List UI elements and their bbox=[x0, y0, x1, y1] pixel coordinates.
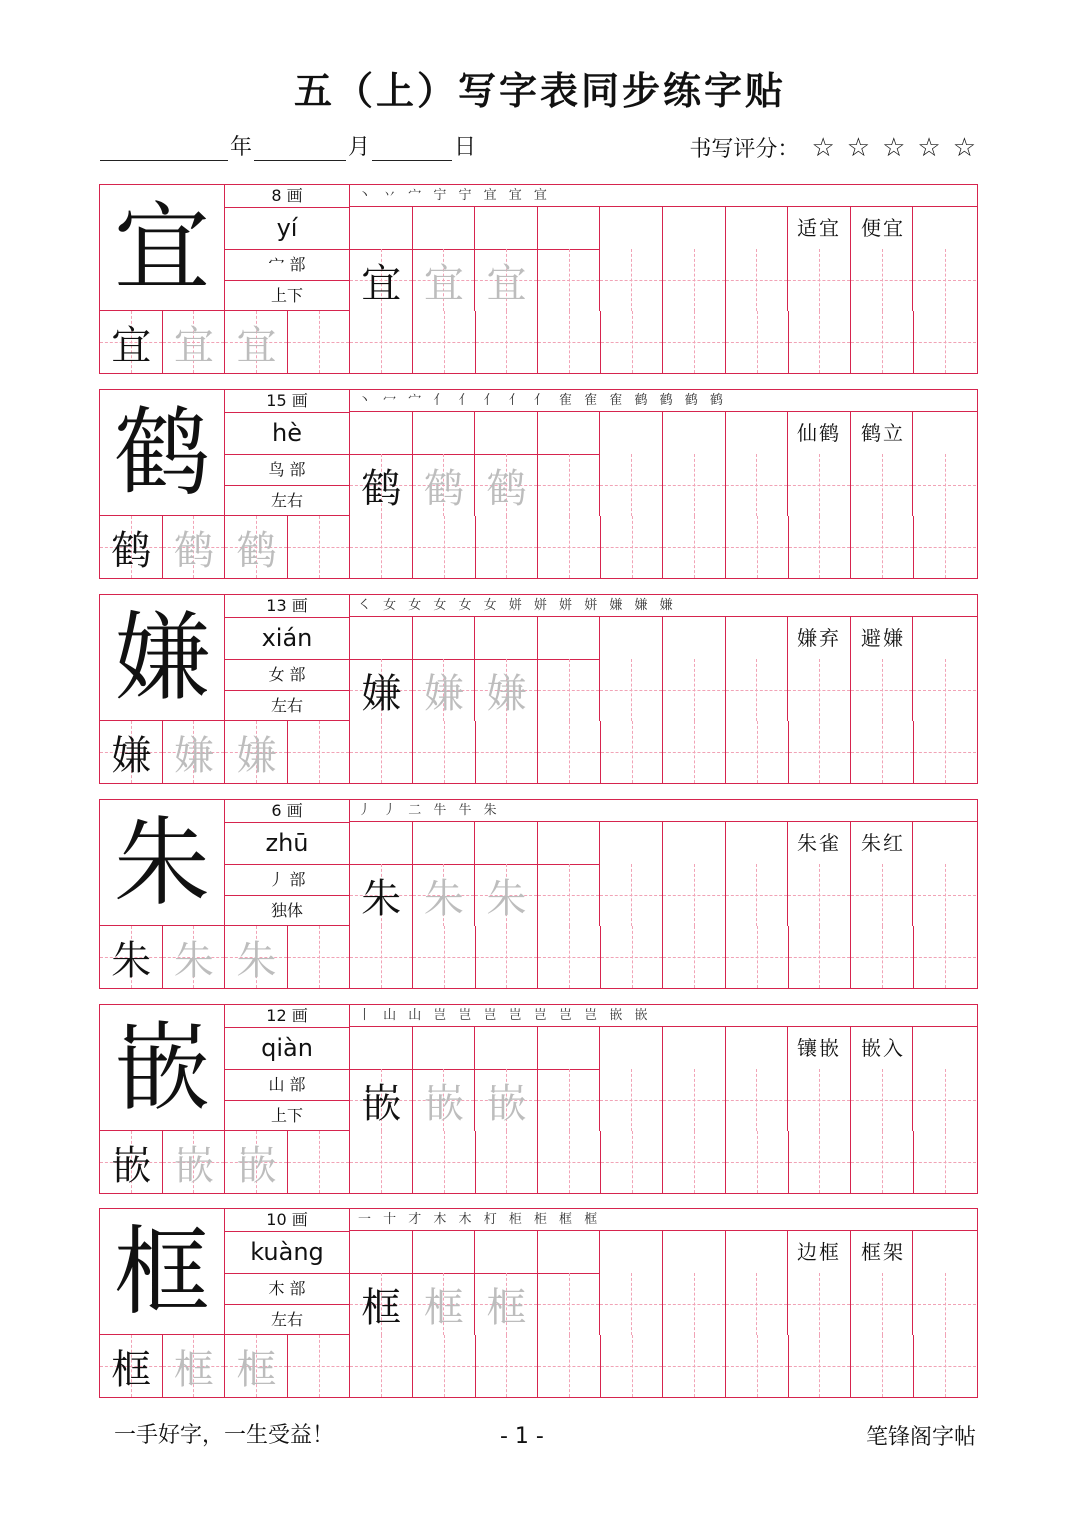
writing-cell[interactable] bbox=[601, 1335, 664, 1397]
structure: 上下 bbox=[270, 286, 303, 305]
writing-cell[interactable] bbox=[600, 1231, 663, 1335]
writing-cell[interactable] bbox=[914, 1335, 977, 1397]
character-block bbox=[99, 1208, 978, 1398]
example-words bbox=[726, 1027, 976, 1069]
trace-character: 嵌 bbox=[423, 1080, 464, 1127]
writing-cell[interactable] bbox=[538, 1231, 601, 1335]
writing-cell[interactable] bbox=[538, 207, 601, 311]
word: 便宜 bbox=[861, 216, 905, 240]
radical: 女 部 bbox=[225, 659, 349, 691]
model-copy: 嫌 bbox=[111, 732, 152, 779]
writing-cell[interactable] bbox=[663, 721, 726, 783]
writing-cell[interactable] bbox=[789, 926, 852, 988]
writing-cell[interactable] bbox=[851, 721, 914, 783]
trace-character: 嫌 bbox=[423, 670, 464, 717]
writing-cell[interactable] bbox=[663, 617, 726, 721]
writing-cell[interactable] bbox=[350, 311, 413, 373]
model-character: 嵌 bbox=[100, 1005, 225, 1131]
writing-cell[interactable] bbox=[413, 1335, 476, 1397]
trace-character: 宜 bbox=[236, 322, 277, 369]
writing-cell[interactable] bbox=[663, 516, 726, 578]
stroke-count: 6 画 bbox=[225, 800, 349, 823]
radical: 鸟 部 bbox=[225, 454, 349, 486]
trace-row bbox=[350, 864, 538, 926]
writing-cell[interactable] bbox=[538, 926, 601, 988]
character-block bbox=[99, 1004, 978, 1194]
trace-character: 朱 bbox=[173, 937, 214, 984]
character-block bbox=[99, 389, 978, 579]
writing-cell[interactable] bbox=[538, 1027, 601, 1131]
structure: 左右 bbox=[270, 1310, 303, 1329]
word: 朱雀 bbox=[797, 831, 841, 855]
trace-character: 框 bbox=[486, 1284, 527, 1331]
writing-cell[interactable] bbox=[288, 1335, 351, 1397]
word: 仙鹤 bbox=[797, 421, 841, 445]
writing-cell[interactable] bbox=[413, 926, 476, 988]
writing-cell[interactable] bbox=[538, 1335, 601, 1397]
writing-cell[interactable] bbox=[663, 926, 726, 988]
writing-cell[interactable] bbox=[663, 311, 726, 373]
example-words bbox=[726, 412, 976, 454]
trace-character: 朱 bbox=[486, 875, 527, 922]
trace-character: 宜 bbox=[423, 260, 464, 307]
writing-cell[interactable] bbox=[350, 1131, 413, 1193]
writing-cell[interactable] bbox=[914, 1131, 977, 1193]
pinyin: zhū bbox=[225, 822, 349, 865]
example-words bbox=[726, 822, 976, 864]
word: 鹤立 bbox=[861, 421, 905, 445]
radical: 木 部 bbox=[225, 1273, 349, 1305]
radical: 山 部 bbox=[225, 1069, 349, 1101]
model-copy: 宜 bbox=[361, 260, 402, 307]
writing-cell[interactable] bbox=[538, 617, 601, 721]
word: 框架 bbox=[861, 1240, 905, 1264]
trace-character: 嵌 bbox=[236, 1142, 277, 1189]
writing-cell[interactable] bbox=[413, 721, 476, 783]
writing-cell[interactable] bbox=[726, 1131, 789, 1193]
trace-character: 鹤 bbox=[423, 465, 464, 512]
stroke-count: 13 画 bbox=[225, 595, 349, 618]
writing-cell[interactable] bbox=[350, 926, 413, 988]
trace-row bbox=[100, 311, 288, 373]
rating-label: 书写评分： bbox=[689, 137, 800, 162]
trace-character: 框 bbox=[236, 1346, 277, 1393]
month-label: 月 bbox=[348, 135, 371, 160]
star-icon[interactable]: ☆ bbox=[811, 132, 835, 163]
writing-cell[interactable] bbox=[663, 1335, 726, 1397]
star-icon[interactable]: ☆ bbox=[882, 132, 906, 163]
model-copy: 朱 bbox=[111, 937, 152, 984]
writing-cell[interactable] bbox=[600, 207, 663, 311]
writing-cell[interactable] bbox=[476, 1335, 539, 1397]
character-info bbox=[225, 1005, 350, 1131]
model-character: 框 bbox=[100, 1209, 225, 1335]
trace-character: 鹤 bbox=[173, 527, 214, 574]
pinyin: xián bbox=[225, 617, 349, 660]
trace-row bbox=[100, 926, 288, 988]
trace-character: 嫌 bbox=[236, 732, 277, 779]
structure: 左右 bbox=[270, 491, 303, 510]
writing-cell[interactable] bbox=[789, 311, 852, 373]
model-copy: 框 bbox=[361, 1284, 402, 1331]
writing-cell[interactable] bbox=[350, 721, 413, 783]
model-copy: 嵌 bbox=[361, 1080, 402, 1127]
character-block bbox=[99, 594, 978, 784]
writing-cell[interactable] bbox=[663, 207, 726, 311]
character-info bbox=[225, 185, 350, 311]
writing-cell[interactable] bbox=[600, 617, 663, 721]
writing-cell[interactable] bbox=[851, 1131, 914, 1193]
stroke-count: 15 画 bbox=[225, 390, 349, 413]
writing-cell[interactable] bbox=[538, 822, 601, 926]
trace-row bbox=[100, 1335, 288, 1397]
stroke-order: 丶 丷 宀 宁 宁 宜 宜 宜 bbox=[350, 185, 977, 207]
trace-character: 嵌 bbox=[486, 1080, 527, 1127]
writing-cell[interactable] bbox=[288, 311, 351, 373]
trace-character: 宜 bbox=[486, 260, 527, 307]
writing-cell[interactable] bbox=[663, 412, 726, 516]
writing-cell[interactable] bbox=[538, 311, 601, 373]
star-icon[interactable]: ☆ bbox=[917, 132, 941, 163]
trace-character: 框 bbox=[423, 1284, 464, 1331]
writing-cell[interactable] bbox=[476, 311, 539, 373]
writing-cell[interactable] bbox=[538, 516, 601, 578]
day-blank[interactable] bbox=[372, 136, 452, 161]
stroke-order: 一 十 才 木 木 朾 柜 柜 框 框 bbox=[350, 1209, 977, 1231]
radical: 宀 部 bbox=[225, 249, 349, 281]
word: 边框 bbox=[797, 1240, 841, 1264]
stroke-order: 丿 丿 二 牛 牛 朱 bbox=[350, 800, 977, 822]
character-info bbox=[225, 595, 350, 721]
stroke-count: 12 画 bbox=[225, 1005, 349, 1028]
structure: 独体 bbox=[270, 901, 303, 920]
pinyin: qiàn bbox=[225, 1027, 349, 1070]
writing-cell[interactable] bbox=[789, 516, 852, 578]
writing-cell[interactable] bbox=[288, 1131, 351, 1193]
writing-cell[interactable] bbox=[538, 1131, 601, 1193]
year-blank[interactable] bbox=[100, 136, 228, 161]
trace-row bbox=[100, 516, 288, 578]
trace-row bbox=[100, 1131, 288, 1193]
character-info bbox=[225, 1209, 350, 1335]
writing-cell[interactable] bbox=[413, 1131, 476, 1193]
writing-cell[interactable] bbox=[663, 1231, 726, 1335]
stroke-count: 10 画 bbox=[225, 1209, 349, 1232]
model-copy: 鹤 bbox=[361, 465, 402, 512]
footer-brand: 笔锋阁字帖 bbox=[865, 1425, 976, 1450]
writing-cell[interactable] bbox=[350, 1335, 413, 1397]
pinyin: yí bbox=[225, 207, 349, 250]
writing-cell[interactable] bbox=[726, 926, 789, 988]
writing-cell[interactable] bbox=[538, 721, 601, 783]
writing-cell[interactable] bbox=[288, 926, 351, 988]
character-info bbox=[225, 390, 350, 516]
year-label: 年 bbox=[230, 135, 253, 160]
trace-character: 鹤 bbox=[486, 465, 527, 512]
writing-cell[interactable] bbox=[663, 1131, 726, 1193]
trace-row bbox=[350, 249, 538, 311]
writing-cell[interactable] bbox=[476, 516, 539, 578]
model-character: 鹤 bbox=[100, 390, 225, 516]
writing-cell[interactable] bbox=[601, 721, 664, 783]
writing-cell[interactable] bbox=[851, 311, 914, 373]
structure: 上下 bbox=[270, 1106, 303, 1125]
trace-character: 嫌 bbox=[173, 732, 214, 779]
pinyin: kuàng bbox=[225, 1231, 349, 1274]
writing-cell[interactable] bbox=[413, 311, 476, 373]
writing-cell[interactable] bbox=[663, 1027, 726, 1131]
writing-cell[interactable] bbox=[413, 516, 476, 578]
day-label: 日 bbox=[454, 135, 477, 160]
stroke-order: 丨 山 山 岂 岂 岂 岂 岂 岂 岂 嵌 嵌 bbox=[350, 1005, 977, 1027]
star-icon[interactable]: ☆ bbox=[846, 132, 871, 163]
character-info bbox=[225, 800, 350, 926]
character-block bbox=[99, 799, 978, 989]
writing-cell[interactable] bbox=[350, 516, 413, 578]
writing-cell[interactable] bbox=[726, 311, 789, 373]
writing-cell[interactable] bbox=[288, 721, 351, 783]
trace-character: 鹤 bbox=[236, 527, 277, 574]
example-words bbox=[726, 617, 976, 659]
trace-character: 朱 bbox=[236, 937, 277, 984]
trace-character: 朱 bbox=[423, 875, 464, 922]
writing-cell[interactable] bbox=[726, 1335, 789, 1397]
character-block bbox=[99, 184, 978, 374]
writing-cell[interactable] bbox=[789, 1131, 852, 1193]
trace-row bbox=[350, 659, 538, 721]
writing-cell[interactable] bbox=[476, 1131, 539, 1193]
writing-cell[interactable] bbox=[538, 412, 601, 516]
page-title: 五（上）写字表同步练字贴 bbox=[293, 68, 786, 113]
model-copy: 嫌 bbox=[361, 670, 402, 717]
writing-cell[interactable] bbox=[600, 822, 663, 926]
stroke-order: ㇛ 女 女 女 女 女 姘 姘 姘 姘 嫌 嫌 嫌 bbox=[350, 595, 977, 617]
writing-cell[interactable] bbox=[914, 721, 977, 783]
word: 镶嵌 bbox=[797, 1036, 841, 1060]
star-icon[interactable]: ☆ bbox=[952, 132, 976, 163]
writing-cell[interactable] bbox=[914, 926, 977, 988]
trace-row bbox=[350, 1069, 538, 1131]
word: 适宜 bbox=[797, 216, 841, 240]
word: 嵌入 bbox=[861, 1036, 905, 1060]
word: 朱红 bbox=[861, 831, 905, 855]
month-blank[interactable] bbox=[254, 136, 346, 161]
writing-cell[interactable] bbox=[288, 516, 351, 578]
writing-cell[interactable] bbox=[851, 926, 914, 988]
trace-character: 嫌 bbox=[486, 670, 527, 717]
writing-cell[interactable] bbox=[601, 1131, 664, 1193]
writing-cell[interactable] bbox=[476, 721, 539, 783]
writing-cell[interactable] bbox=[914, 516, 977, 578]
date-line bbox=[100, 130, 478, 161]
model-copy: 鹤 bbox=[111, 527, 152, 574]
trace-row bbox=[350, 454, 538, 516]
writing-cell[interactable] bbox=[476, 926, 539, 988]
model-copy: 框 bbox=[111, 1346, 152, 1393]
trace-row bbox=[100, 721, 288, 783]
stroke-order: 丶 冖 宀 亻 亻 亻 亻 亻 隺 隺 隺 鹤 鹤 鹤 鹤 bbox=[350, 390, 977, 412]
writing-cell[interactable] bbox=[789, 721, 852, 783]
writing-cell[interactable] bbox=[789, 1335, 852, 1397]
trace-character: 宜 bbox=[173, 322, 214, 369]
model-character: 朱 bbox=[100, 800, 225, 926]
trace-character: 嵌 bbox=[173, 1142, 214, 1189]
example-words bbox=[726, 1231, 976, 1273]
pinyin: hè bbox=[225, 412, 349, 455]
trace-character: 框 bbox=[173, 1346, 214, 1393]
writing-cell[interactable] bbox=[726, 721, 789, 783]
model-character: 嫌 bbox=[100, 595, 225, 721]
writing-cell[interactable] bbox=[726, 516, 789, 578]
structure: 左右 bbox=[270, 696, 303, 715]
writing-cell[interactable] bbox=[601, 311, 664, 373]
footer-slogan: 一手好字，一生受益！ bbox=[114, 1423, 335, 1448]
example-words bbox=[726, 207, 976, 249]
writing-cell[interactable] bbox=[914, 311, 977, 373]
writing-cell[interactable] bbox=[600, 412, 663, 516]
model-character: 宜 bbox=[100, 185, 225, 311]
model-copy: 嵌 bbox=[111, 1142, 152, 1189]
word: 嫌弃 bbox=[797, 626, 841, 650]
model-copy: 宜 bbox=[111, 322, 152, 369]
writing-cell[interactable] bbox=[663, 822, 726, 926]
radical: 丿 部 bbox=[225, 864, 349, 896]
writing-cell[interactable] bbox=[601, 516, 664, 578]
page-number: - 1 - bbox=[500, 1424, 544, 1449]
trace-row bbox=[350, 1273, 538, 1335]
word: 避嫌 bbox=[861, 626, 905, 650]
stroke-count: 8 画 bbox=[225, 185, 349, 208]
rating bbox=[689, 132, 976, 163]
model-copy: 朱 bbox=[361, 875, 402, 922]
writing-cell[interactable] bbox=[600, 1027, 663, 1131]
writing-cell[interactable] bbox=[601, 926, 664, 988]
writing-cell[interactable] bbox=[851, 1335, 914, 1397]
writing-cell[interactable] bbox=[851, 516, 914, 578]
